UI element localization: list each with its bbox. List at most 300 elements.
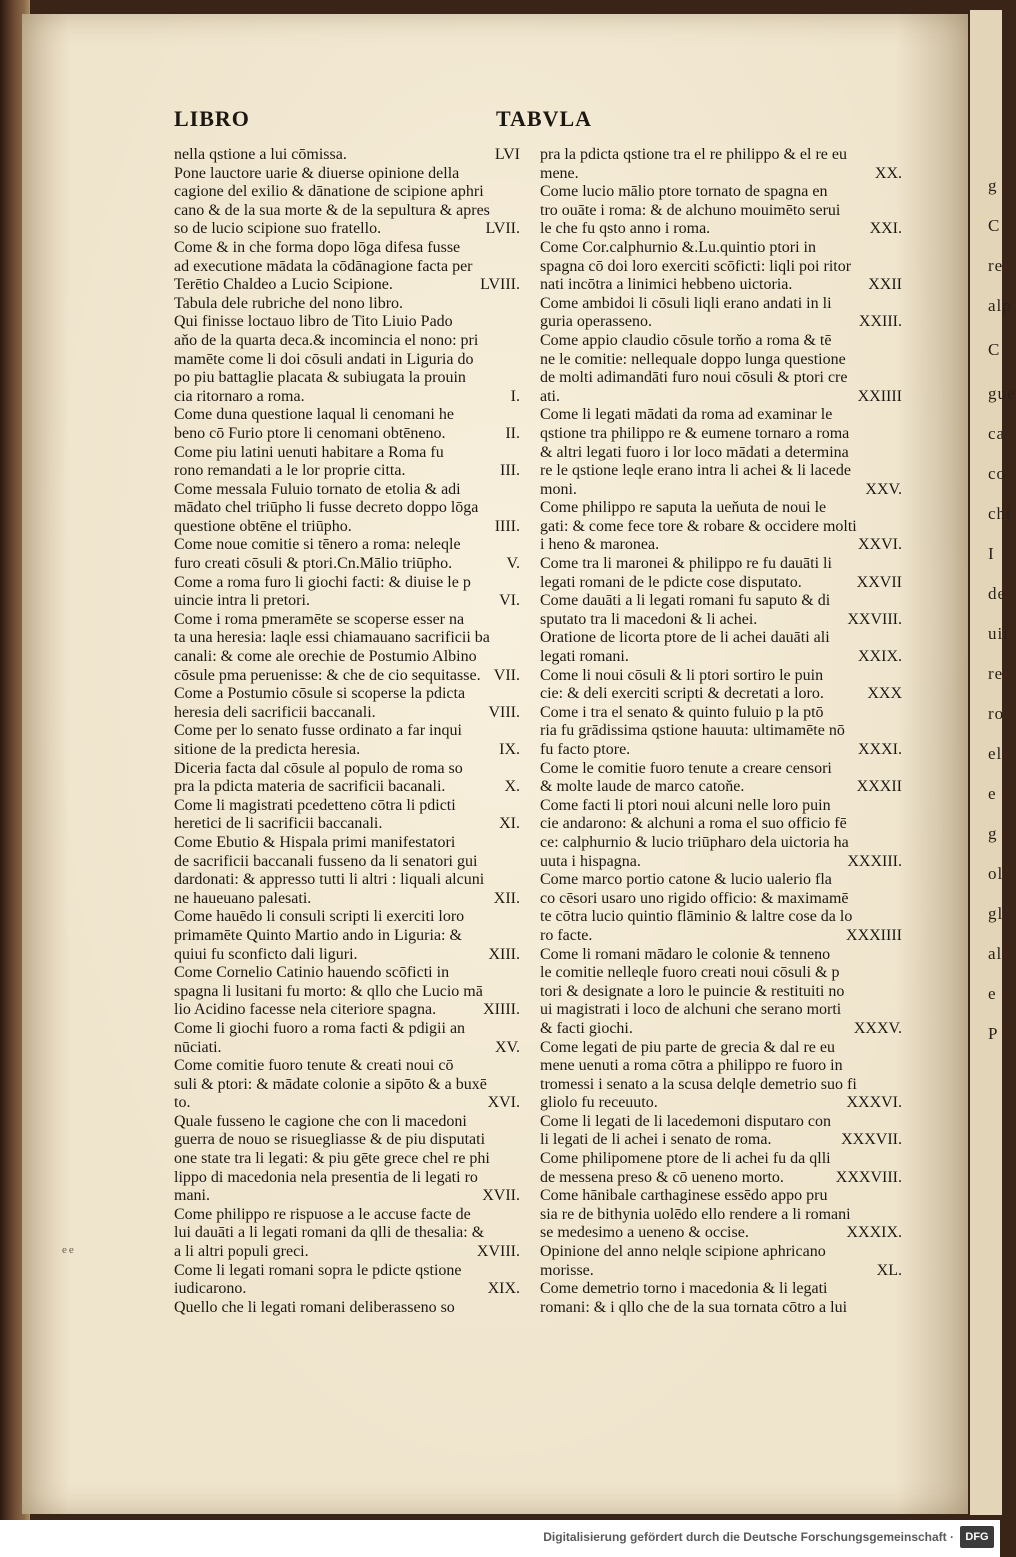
chapter-number: XXXII (856, 778, 902, 796)
text-line (540, 499, 902, 518)
line-text: Come li legati romani sopra le pdicte qstione (174, 1261, 462, 1279)
line-text: Come li giochi fuoro a roma facti & pdigii an (174, 1019, 466, 1037)
text-line (540, 220, 902, 239)
line-text: ui magistrati i loco de alchuni che serano morti (540, 1001, 842, 1019)
line-text: Come duna questione laqual li cenomani he (174, 406, 454, 424)
text-line (174, 797, 520, 816)
text-line (174, 611, 520, 630)
text-line (540, 908, 902, 927)
text-line (174, 1076, 520, 1095)
line-text: re le qstione leqle erano intra li achei & li lacede (540, 462, 851, 480)
line-text: beno cō Furio ptore li cenomani obtēneno. (174, 424, 446, 442)
line-text: Come facti li ptori noui alcuni nelle loro puin (540, 796, 831, 814)
line-text: Come comitie fuoro tenute & creati noui cō (174, 1057, 454, 1075)
line-text: sia re de bithynia uolēdo ello rendere a li romani (540, 1205, 851, 1223)
text-line (174, 1039, 520, 1058)
chapter-number: XXXI. (858, 741, 902, 758)
text-line (540, 1224, 902, 1243)
line-text: Come li legati mādati da roma ad examinar le (540, 406, 833, 424)
text-line (540, 1057, 902, 1076)
text-line (174, 908, 520, 927)
line-text: suli & ptori: & mādate colonie a sipōto & a buxē (174, 1075, 487, 1093)
chapter-number: XXXIIII (846, 926, 902, 944)
text-line (174, 815, 520, 834)
text-line (540, 1113, 902, 1132)
line-text: Come & in che forma dopo lōga difesa fusse (174, 238, 461, 256)
line-text: Quale fusseno le cagione che con li macedoni (174, 1112, 467, 1130)
line-text: pra la pdicta qstione tra el re philippo & el re eu (540, 146, 847, 163)
text-line (174, 704, 520, 723)
line-text: guria operasseno. (540, 313, 652, 331)
chapter-number: XXX (867, 685, 902, 703)
line-text: cōsule pma peruenisse: & che de cio sequitasse. (174, 666, 481, 684)
text-line (540, 815, 902, 834)
line-text: le che fu qsto anno i roma. (540, 220, 711, 238)
text-line (174, 834, 520, 853)
text-line (540, 946, 902, 965)
text-line (174, 313, 520, 332)
line-text: dardonati: & appresso tutti li altri : liquali alcuni (174, 871, 485, 889)
line-text: heretici de li sacrificii baccanali. (174, 815, 383, 833)
chapter-number: XXVI. (858, 536, 902, 554)
adjacent-page-fragment: re (988, 256, 1004, 275)
adjacent-page-edge (968, 10, 1016, 1515)
text-line (174, 1262, 520, 1281)
text-line (174, 183, 520, 202)
line-text: furo creati cōsuli & ptori.Cn.Mālio triūpho. (174, 555, 453, 573)
text-line (174, 425, 520, 444)
text-line (174, 760, 520, 779)
chapter-number: IIII. (494, 517, 520, 535)
text-line (540, 1280, 902, 1299)
text-line (540, 834, 902, 853)
line-text: rono remandati a le lor proprie citta. (174, 462, 406, 480)
line-text: tori & designate a loro le puincie & restituiti no (540, 982, 845, 1000)
line-text: ria fu grādissima qstione hauuta: ultimamēte nō (540, 722, 845, 740)
text-line (174, 202, 520, 221)
text-line (540, 741, 902, 760)
line-text: lippo di macedonia nela presentia de li legati ro (174, 1168, 478, 1186)
text-line (174, 927, 520, 946)
text-line (540, 406, 902, 425)
text-line (540, 1169, 902, 1188)
adjacent-page-fragment: alp (988, 296, 1012, 315)
text-line (540, 313, 902, 332)
line-text: so de lucio scipione suo fratello. (174, 220, 382, 238)
line-text: Come philipomene ptore de li achei fu da qlli (540, 1150, 831, 1168)
adjacent-page-fragment: de (988, 584, 1007, 603)
text-line (540, 778, 902, 797)
adjacent-page-fragment: co (988, 464, 1007, 483)
adjacent-page-fragment: ro (988, 704, 1005, 723)
line-text: Come le comitie fuoro tenute a creare censori (540, 759, 832, 777)
text-line (540, 890, 902, 909)
line-text: Pone lauctore uarie & diuerse opinione della (174, 164, 460, 182)
text-line (174, 1224, 520, 1243)
line-text: ne le comitie: nellequale doppo lunga questione (540, 350, 846, 368)
line-text: spagna li lusitani fu morto: & qllo che Lucio mā (174, 982, 483, 1000)
line-text: ta una heresia: laqle essi chiamauano sacrificii ba (174, 629, 490, 647)
chapter-number: XIX. (487, 1280, 520, 1298)
chapter-number: XXII (868, 276, 902, 294)
chapter-number: XIIII. (483, 1001, 520, 1019)
text-line (174, 1150, 520, 1169)
text-line (540, 239, 902, 258)
text-line (540, 425, 902, 444)
chapter-number: XXIX. (858, 648, 902, 666)
text-line (540, 1206, 902, 1225)
text-line (540, 1299, 902, 1318)
line-text: aňo de la quarta deca.& incomincia el nono: pri (174, 331, 479, 349)
line-text: lio Acidino facesse nela citeriore spagna. (174, 1001, 437, 1019)
line-text: Come lucio mālio ptore tornato de spagna en (540, 183, 828, 201)
line-text: tromessi i senato a la scusa delqle demetrio suo fi (540, 1075, 857, 1093)
line-text: romani: & i qllo che de la sua tornata cōtro a lui (540, 1298, 848, 1316)
chapter-number: VIII. (488, 703, 520, 721)
text-line (174, 518, 520, 537)
text-line (540, 1243, 902, 1262)
adjacent-page-fragment: el (988, 744, 1003, 763)
chapter-number: XVIII. (476, 1243, 520, 1261)
text-line (540, 1039, 902, 1058)
chapter-number: XXXVIII. (835, 1168, 902, 1186)
footer-credit: Digitalisierung gefördert durch die Deutsche Forschungsgemeinschaft · (543, 1530, 954, 1544)
text-line (540, 462, 902, 481)
line-text: mamēte come li doi cōsuli andati in Liguria do (174, 350, 474, 368)
chapter-number: X. (504, 778, 520, 796)
adjacent-page-fragment: gue (988, 384, 1016, 403)
margin-marks: ee (62, 1244, 76, 1256)
text-line (174, 1169, 520, 1188)
text-line (174, 332, 520, 351)
line-text: Come messala Fuluio tornato de etolia & adi (174, 480, 461, 498)
text-line (540, 1094, 902, 1113)
text-line (174, 462, 520, 481)
text-line (174, 1187, 520, 1206)
adjacent-page-fragment: I (988, 544, 995, 563)
text-line (174, 629, 520, 648)
line-text: Diceria facta dal cōsule al populo de roma so (174, 759, 463, 777)
line-text: lui dauāti a li legati romani da qlli de thesalia: & (174, 1224, 485, 1242)
line-text: cagione del exilio & dānatione de scipione aphri (174, 183, 484, 201)
adjacent-page-fragment: C (988, 340, 1001, 359)
running-head-left: LIBRO (174, 106, 250, 131)
text-line (174, 388, 520, 407)
line-text: Come a Postumio cōsule si scoperse la pdicta (174, 685, 466, 703)
text-line (174, 592, 520, 611)
text-line (174, 574, 520, 593)
chapter-number: VII. (493, 666, 520, 684)
text-line (174, 1094, 520, 1113)
text-line (174, 536, 520, 555)
line-text: le comitie nelleqle fuoro creati noui cōsuli & p (540, 964, 840, 982)
line-text: Come li legati de li lacedemoni disputaro con (540, 1112, 832, 1130)
adjacent-page-fragment: gl (988, 904, 1004, 923)
line-text: Come i tra el senato & quinto fuluio p la ptō (540, 703, 824, 721)
line-text: nūciati. (174, 1038, 222, 1056)
text-line (540, 165, 902, 184)
line-text: Come a roma furo li giochi facti: & diuise le p (174, 573, 471, 591)
adjacent-page-fragment: chi (988, 504, 1012, 523)
chapter-number: XXIII. (858, 313, 902, 331)
text-line (174, 258, 520, 277)
line-text: & facti giochi. (540, 1019, 633, 1037)
adjacent-page-fragment: ca (988, 424, 1006, 443)
adjacent-page-fragment: ol (988, 864, 1004, 883)
chapter-number: XXXVI. (846, 1094, 902, 1112)
chapter-number: XXXIII. (847, 852, 902, 870)
line-text: Come li romani mādaro le colonie & tenneno (540, 945, 831, 963)
chapter-number: XXV. (865, 480, 902, 498)
line-text: de molti adimandāti furo noui cōsuli & ptori cre (540, 369, 848, 387)
line-text: one state tra li legati: & piu gēte grece chel re phi (174, 1150, 490, 1168)
text-line (540, 332, 902, 351)
line-text: fu facto ptore. (540, 741, 631, 758)
text-line (540, 518, 902, 537)
adjacent-page-fragment: g (988, 176, 998, 195)
line-text: Come Cor.calphurnio &.Lu.quintio ptori in (540, 238, 816, 256)
line-text: Come piu latini uenuti habitare a Roma fu (174, 443, 444, 461)
text-line (540, 722, 902, 741)
text-line (174, 276, 520, 295)
line-text: Come appio claudio cōsule torňo a roma & tē (540, 331, 832, 349)
line-text: sputato tra li macedoni & li achei. (540, 610, 758, 628)
text-line (174, 1113, 520, 1132)
text-line (174, 1243, 520, 1262)
text-line (540, 183, 902, 202)
text-line (174, 555, 520, 574)
text-line (540, 704, 902, 723)
line-text: Come marco portio catone & lucio ualerio fla (540, 871, 832, 889)
text-line (174, 165, 520, 184)
line-text: morisse. (540, 1261, 594, 1279)
line-text: a li altri populi greci. (174, 1243, 309, 1261)
line-text: gati: & come fece tore & robare & occidere molti (540, 517, 857, 535)
text-line (174, 871, 520, 890)
line-text: Come dauāti a li legati romani fu saputo & di (540, 592, 831, 610)
chapter-number: III. (500, 462, 520, 480)
line-text: Come i roma pmeramēte se scoperse esser na (174, 610, 465, 628)
text-line (540, 1262, 902, 1281)
chapter-number: XVII. (482, 1187, 520, 1205)
text-line (174, 648, 520, 667)
line-text: cie: & deli exerciti scripti & decretati a loro. (540, 685, 824, 703)
line-text: legati romani de le pdicte cose disputato. (540, 573, 802, 591)
text-line (540, 258, 902, 277)
text-line (174, 369, 520, 388)
text-line (540, 648, 902, 667)
line-text: Come legati de piu parte de grecia & dal re eu (540, 1038, 835, 1056)
text-line (174, 946, 520, 965)
line-text: Come tra li maronei & philippo re fu dauāti li (540, 555, 832, 573)
line-text: mani. (174, 1187, 210, 1205)
text-line (540, 351, 902, 370)
text-line (174, 295, 520, 314)
line-text: ce: calphurnio & lucio triūpharo dela uictoria ha (540, 833, 849, 851)
line-text: Come li magistrati pcedetteno cōtra li pdicti (174, 796, 456, 814)
text-line (540, 555, 902, 574)
adjacent-page-fragment: al (988, 944, 1003, 963)
line-text: Opinione del anno nelqle scipione aphricano (540, 1243, 826, 1261)
text-line (174, 964, 520, 983)
text-line (540, 1001, 902, 1020)
line-text: de messena preso & cō ueneno morto. (540, 1168, 784, 1186)
text-line (174, 1001, 520, 1020)
line-text: i heno & maronea. (540, 536, 660, 554)
line-text: Come Ebutio & Hispala primi manifestatori (174, 833, 456, 851)
chapter-number: V. (506, 555, 520, 573)
line-text: po piu battaglie placata & subiugata la prouin (174, 369, 466, 387)
chapter-number: LVI (494, 146, 520, 163)
text-line (174, 351, 520, 370)
line-text: Come Cornelio Catinio hauendo scōficti in (174, 964, 450, 982)
text-line (540, 574, 902, 593)
line-text: cano & de la sua morte & de la sepultura & apres (174, 201, 490, 219)
text-line (540, 202, 902, 221)
line-text: Tabula dele rubriche del nono libro. (174, 294, 404, 312)
text-line (174, 1280, 520, 1299)
text-line (174, 239, 520, 258)
line-text: canali: & come ale orechie de Postumio Albino (174, 648, 477, 666)
chapter-number: XX. (874, 164, 902, 182)
line-text: spagna cō doi loro exerciti scōficti: liqli poi ritor (540, 257, 852, 275)
chapter-number: XXVIII. (847, 610, 902, 628)
chapter-number: XXVII (856, 573, 902, 591)
text-line (174, 481, 520, 500)
text-line (540, 685, 902, 704)
text-line (174, 1206, 520, 1225)
line-text: mene uenuti a roma cōtra a philippo re fuoro in (540, 1057, 843, 1075)
line-text: Come noue comitie si tēnero a roma: neleqle (174, 536, 461, 554)
line-text: Come li noui cōsuli & li ptori sortiro le puin (540, 666, 824, 684)
left-text-column (174, 146, 520, 1317)
text-line (174, 220, 520, 239)
line-text: moni. (540, 480, 577, 498)
line-text: heresia deli sacrificii baccanali. (174, 703, 376, 721)
line-text: iudicarono. (174, 1280, 247, 1298)
text-line (174, 1131, 520, 1150)
text-line (540, 1076, 902, 1095)
text-line (540, 760, 902, 779)
text-line (174, 890, 520, 909)
chapter-number: XXXIX. (846, 1224, 902, 1242)
line-text: ati. (540, 387, 560, 405)
line-text: ad executione mādata la cōdānagione facta per (174, 257, 473, 275)
text-line (540, 146, 902, 165)
line-text: Come philippo re saputa la ueňuta de noui le (540, 499, 827, 517)
text-line (174, 667, 520, 686)
text-line (174, 741, 520, 760)
chapter-number: XV. (494, 1038, 520, 1056)
text-line (540, 295, 902, 314)
chapter-number: LVIII. (480, 276, 520, 294)
text-line (174, 1057, 520, 1076)
chapter-number: II. (505, 424, 520, 442)
chapter-number: XXXV. (853, 1019, 902, 1037)
text-line (174, 499, 520, 518)
text-line (540, 536, 902, 555)
adjacent-page-fragment: C (988, 216, 1001, 235)
text-line (540, 444, 902, 463)
line-text: mene. (540, 164, 579, 182)
text-line (174, 1020, 520, 1039)
chapter-number: XII. (493, 889, 520, 907)
line-text: co cēsori usaro uno rigido officio: & maximamē (540, 889, 849, 907)
chapter-number: IX. (499, 741, 520, 758)
line-text: cia ritornaro a roma. (174, 387, 305, 405)
text-line (540, 369, 902, 388)
line-text: gliolo fu receuuto. (540, 1094, 658, 1112)
line-text: qstione tra philippo re & eumene tornaro a roma (540, 424, 850, 442)
chapter-number: XVI. (487, 1094, 520, 1112)
line-text: uincie intra li pretori. (174, 592, 310, 610)
text-line (540, 1150, 902, 1169)
chapter-number: XXXVII. (841, 1131, 902, 1149)
text-line (540, 388, 902, 407)
line-text: pra la pdicta materia de sacrificii bacanali. (174, 778, 446, 796)
line-text: nati incōtra a linimici hebbeno uictoria. (540, 276, 793, 294)
text-line (540, 1187, 902, 1206)
adjacent-page-fragment: uir (988, 624, 1010, 643)
text-line (540, 481, 902, 500)
line-text: to. (174, 1094, 191, 1112)
line-text: Qui finisse loctauo libro de Tito Liuio Pado (174, 313, 453, 331)
text-line (540, 1131, 902, 1150)
text-line (174, 778, 520, 797)
chapter-number: XIII. (488, 945, 520, 963)
line-text: Come philippo re rispuose a le accuse facte de (174, 1205, 471, 1223)
text-line (174, 853, 520, 872)
line-text: primamēte Quinto Martio ando in Liguria: & (174, 926, 462, 944)
dfg-logo: DFG (960, 1526, 994, 1548)
line-text: quiui fu sconficto dali liguri. (174, 945, 358, 963)
line-text: Come hānibale carthaginese essēdo appo pru (540, 1187, 828, 1205)
adjacent-page-fragment: re (988, 664, 1004, 683)
running-head-right: TABVLA (496, 106, 593, 131)
line-text: sitione de la predicta heresia. (174, 741, 361, 758)
footer-bar (0, 1520, 1000, 1557)
adjacent-page-fragment: g (988, 824, 998, 843)
line-text: questione obtēne el triūpho. (174, 517, 352, 535)
adjacent-page-fragment: P (988, 1024, 999, 1043)
text-line (540, 983, 902, 1002)
line-text: te cōtra lucio quintio flāminio & laltre cose da lo (540, 908, 853, 926)
chapter-number: VI. (499, 592, 520, 610)
text-line (540, 1020, 902, 1039)
text-line (540, 927, 902, 946)
text-line (540, 629, 902, 648)
adjacent-page-fragment: e (988, 984, 997, 1003)
text-line (174, 722, 520, 741)
line-text: Oratione de licorta ptore de li achei dauāti ali (540, 629, 830, 647)
text-line (540, 853, 902, 872)
text-line (540, 592, 902, 611)
line-text: & molte laude de marco catoňe. (540, 778, 745, 796)
line-text: ro facte. (540, 926, 593, 944)
line-text: nella qstione a lui cōmissa. (174, 146, 347, 163)
line-text: li legati de li achei i senato de roma. (540, 1131, 772, 1149)
chapter-number: XL. (876, 1261, 902, 1279)
chapter-number: XI. (499, 815, 520, 833)
text-line (540, 871, 902, 890)
line-text: Come per lo senato fusse ordinato a far inqui (174, 722, 462, 740)
text-line (540, 667, 902, 686)
line-text: Terētio Chaldeo a Lucio Scipione. (174, 276, 393, 294)
text-line (174, 444, 520, 463)
text-line (174, 685, 520, 704)
right-text-column (540, 146, 902, 1317)
line-text: ne haueuano palesati. (174, 889, 312, 907)
